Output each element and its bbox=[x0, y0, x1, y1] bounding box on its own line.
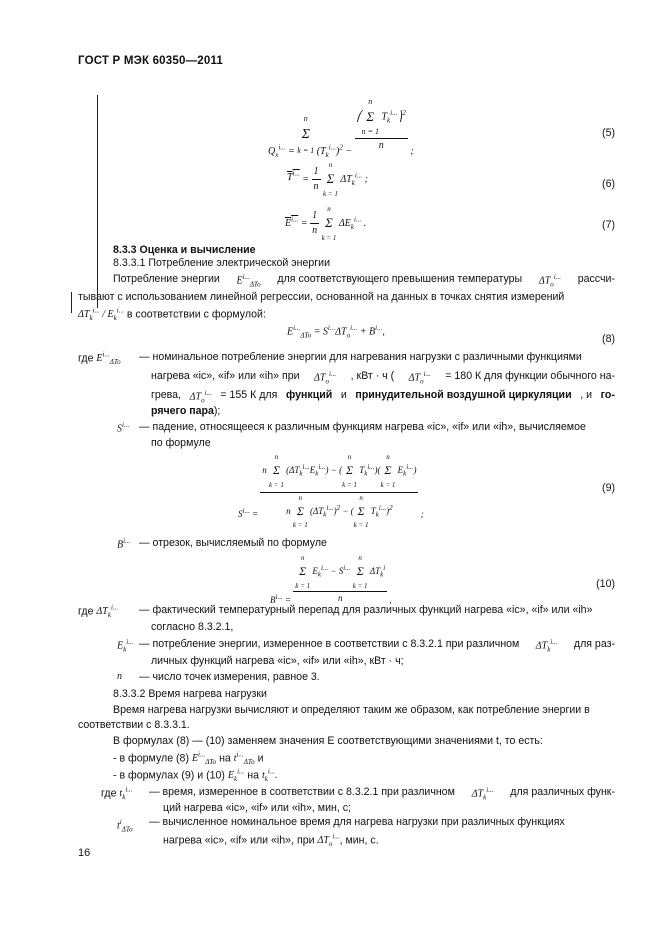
equation-number-10: (10) bbox=[596, 578, 615, 590]
def-S-label: $S^{i...}$ bbox=[117, 421, 130, 435]
def-B-label: $B^{i...}$ bbox=[117, 537, 131, 551]
symbol-dTk-Ek: $\Delta T_k^{i...} / E_k^{i...}$ bbox=[78, 307, 124, 323]
paragraph-2-line-1: Время нагрева нагрузки вычисляют и определяют таким же образом, как потребление энергии в bbox=[113, 704, 590, 716]
where-word: где bbox=[78, 352, 94, 365]
p1-text-b: для соответствующего превышения температуры bbox=[277, 273, 523, 285]
def-Ek-label: $E_k^{i...}$ bbox=[117, 638, 134, 654]
def-S-line-1: — падение, относящееся к различным функциям нагрева «ic», «if» или «ih», вычисляемое bbox=[139, 421, 586, 433]
def-E-line-3 bbox=[151, 388, 615, 405]
def-E-3f: , и bbox=[580, 389, 593, 401]
def-E-line-1: — номинальное потребление энергии для нагревания нагрузки с различными функциями bbox=[139, 351, 582, 363]
equation-6: $T^{i...}$ = $\frac{1}{n}$ n Σ k = 1 $\Delta T_k^{i...}$ ; bbox=[287, 161, 368, 198]
def-E-4a: рячего пара bbox=[151, 405, 214, 417]
symbol-tk: $t_k^{i...}$ bbox=[119, 786, 133, 802]
def-E-4b: ); bbox=[213, 405, 221, 417]
symbol-dTk-3: $\Delta T_k^{i...}$ bbox=[471, 786, 494, 802]
def-Ek-line-1 bbox=[139, 637, 615, 654]
heading-8-3-3-2: 8.3.3.2 Время нагрева нагрузки bbox=[113, 688, 267, 700]
def-E-3g: го- bbox=[600, 389, 615, 401]
def-S-line-2: по формуле bbox=[151, 437, 211, 449]
where-word-3: где bbox=[101, 787, 117, 800]
bullet-1a: - в формуле (8) bbox=[113, 752, 189, 765]
change-bar bbox=[97, 95, 98, 308]
def-E-line-4 bbox=[151, 404, 220, 419]
equation-number-8: (8) bbox=[602, 333, 615, 345]
def-E-3a: грева, bbox=[151, 389, 181, 401]
bullet-1 bbox=[113, 750, 263, 767]
heading-8-3-3: 8.3.3 Оценка и вычисление bbox=[113, 244, 256, 256]
symbol-dTk-2: $\Delta T_k^{i...}$ bbox=[535, 638, 558, 654]
symbol-dT0-5: $\Delta T_o^{i...}$ bbox=[317, 833, 340, 849]
def-t0-2a: нагрева «ic», «if» или «ih», при bbox=[163, 834, 315, 847]
equation-9: $S^{i...}$ = n n Σ k = 1 $(\Delta T_k^{i...}E_k^{i...}) - (n$ Σ k = 1 $T_k^{i...})(n$ Σ k = 1 $E_k^{i...}$) n n Σ k = 1 $(\Delta T_k^{i...})^2 - (n$ Σ k = 1 $T_k^{i...})^2$ ; bbox=[238, 453, 424, 530]
def-t0-2b: , мин, с. bbox=[339, 834, 379, 847]
paragraph-1-line-2: тывают с использованием линейной регрессии, основанной на данных в точках снятия измерений bbox=[78, 291, 565, 303]
def-E-label bbox=[78, 350, 121, 367]
def-dT-label bbox=[78, 603, 118, 620]
where-word-2: где bbox=[78, 605, 94, 618]
def-E-3c: функций bbox=[285, 389, 333, 401]
p1-text-d: в соответствии с формулой: bbox=[126, 308, 266, 321]
def-dT-line-1: — фактический температурный перепад для различных функций нагрева «ic», «if» или «ih» bbox=[139, 604, 593, 616]
def-Ek-line-2: личных функций нагрева «ic», «if» или «ih», кВт · ч; bbox=[151, 655, 404, 667]
def-dT-line-2: согласно 8.3.2.1, bbox=[151, 621, 234, 633]
equation-5: $Q_x^{i...} = n$ Σ k = 1 $(T_k^{i...})^2$ − ⎛n Σ n = 1 $T_k^{i...}⎞^2$ n ; bbox=[268, 97, 414, 160]
bullet-2b: на bbox=[247, 769, 259, 782]
def-E-3d: и bbox=[340, 389, 347, 401]
equation-10: $B^{i...}$ = n Σ k = 1 $E_k^{i...} - S^{i...}$ n Σ k = 1 $\Delta T_k^i$ n , bbox=[270, 554, 392, 605]
def-tk-1a: — время, измеренное в соответствии с 8.3.2.1 при различном bbox=[149, 786, 455, 798]
page-header-title: ГОСТ Р МЭК 60350—2011 bbox=[78, 55, 224, 67]
bullet-1b: на bbox=[219, 752, 231, 765]
equation-number-9: (9) bbox=[602, 482, 615, 494]
symbol-E-dT0-def: $E^{i...}_{\Delta To}$ bbox=[96, 351, 121, 367]
p1-text-a: Потребление энергии bbox=[113, 273, 220, 285]
symbol-E-dT0-b1: $E^{i...}_{\Delta To}$ bbox=[191, 751, 217, 767]
def-t0-label: $t^i_{\Delta To}$ bbox=[117, 818, 133, 834]
def-tk-line-1 bbox=[149, 785, 615, 802]
def-E-2b: , кВт · ч ( bbox=[350, 370, 395, 382]
def-E-line-2 bbox=[151, 369, 615, 386]
symbol-dT0-3: $\Delta T_o^{i...}$ bbox=[408, 370, 431, 386]
paragraph-1-line-1 bbox=[113, 272, 615, 289]
def-B-line: — отрезок, вычисляемый по формуле bbox=[139, 537, 327, 549]
def-E-3e: принудительной воздушной циркуляции bbox=[355, 389, 572, 401]
heading-8-3-3-1: 8.3.3.1 Потребление электрической энергии bbox=[113, 257, 331, 269]
def-n-line: — число точек измерения, равное 3. bbox=[139, 671, 320, 683]
symbol-t-dT0-b1: $t^{i...}_{\Delta To}$ bbox=[233, 751, 255, 767]
def-t0-line-2 bbox=[163, 832, 379, 849]
change-bar-2 bbox=[71, 292, 72, 313]
def-tk-1b: для различных функ- bbox=[510, 786, 615, 798]
paragraph-1-line-3 bbox=[78, 306, 266, 323]
def-tk-label bbox=[101, 785, 133, 802]
def-Ek-1b: для раз- bbox=[573, 638, 615, 650]
paragraph-3-line-1: В формулах (8) — (10) заменяем значения E соответствующими значениями t, то есть: bbox=[113, 735, 543, 747]
def-n-label: n bbox=[117, 671, 122, 682]
equation-number-5: (5) bbox=[602, 127, 615, 139]
symbol-dTk: $\Delta T_k^{i...}$ bbox=[96, 604, 119, 620]
symbol-tk-b2: $t_k^{i...}$. bbox=[261, 768, 278, 784]
symbol-E-dT0: $E^{i...}_{\Delta To}$ bbox=[236, 273, 261, 289]
symbol-dT0-4: $\Delta T_o^{i...}$ bbox=[189, 389, 212, 405]
bullet-2 bbox=[113, 767, 278, 784]
def-tk-line-2: ций нагрева «ic», «if» или «ih», мин, с; bbox=[163, 802, 351, 814]
def-E-3b: = 155 К для bbox=[220, 389, 278, 401]
def-E-2c: = 180 К для функции обычного на- bbox=[445, 370, 615, 382]
bullet-1c: и bbox=[257, 752, 264, 765]
symbol-dT0-2: $\Delta T_o^{i...}$ bbox=[314, 370, 337, 386]
page-number: 16 bbox=[78, 847, 91, 859]
symbol-dT0: $\Delta T_o^{i...}$ bbox=[538, 273, 561, 289]
equation-7: $E^{i...}$ = $\frac{1}{n}$ n Σ k = 1 $\Delta E_k^{i...}$ . bbox=[285, 205, 367, 242]
equation-8: $E^{i...}_{\Delta To} = S^{i...}\Delta T_o^{i...} + B^{i...}$, bbox=[287, 324, 385, 340]
def-E-2a: нагрева «ic», «if» или «ih» при bbox=[151, 370, 300, 382]
paragraph-2-line-2: соответствии с 8.3.3.1. bbox=[78, 719, 190, 731]
def-t0-line-1: — вычисленное номинальное время для нагрева нагрузки при различных функциях bbox=[149, 816, 565, 828]
symbol-Ek-b2: $E_k^{i...}$ bbox=[227, 768, 245, 784]
def-Ek-1a: — потребление энергии, измеренное в соответствии с 8.3.2.1 при различном bbox=[139, 638, 520, 650]
p1-text-c: рассчи- bbox=[577, 273, 615, 285]
bullet-2a: - в формулах (9) и (10) bbox=[113, 769, 225, 782]
equation-number-6: (6) bbox=[602, 178, 615, 190]
equation-number-7: (7) bbox=[602, 219, 615, 231]
